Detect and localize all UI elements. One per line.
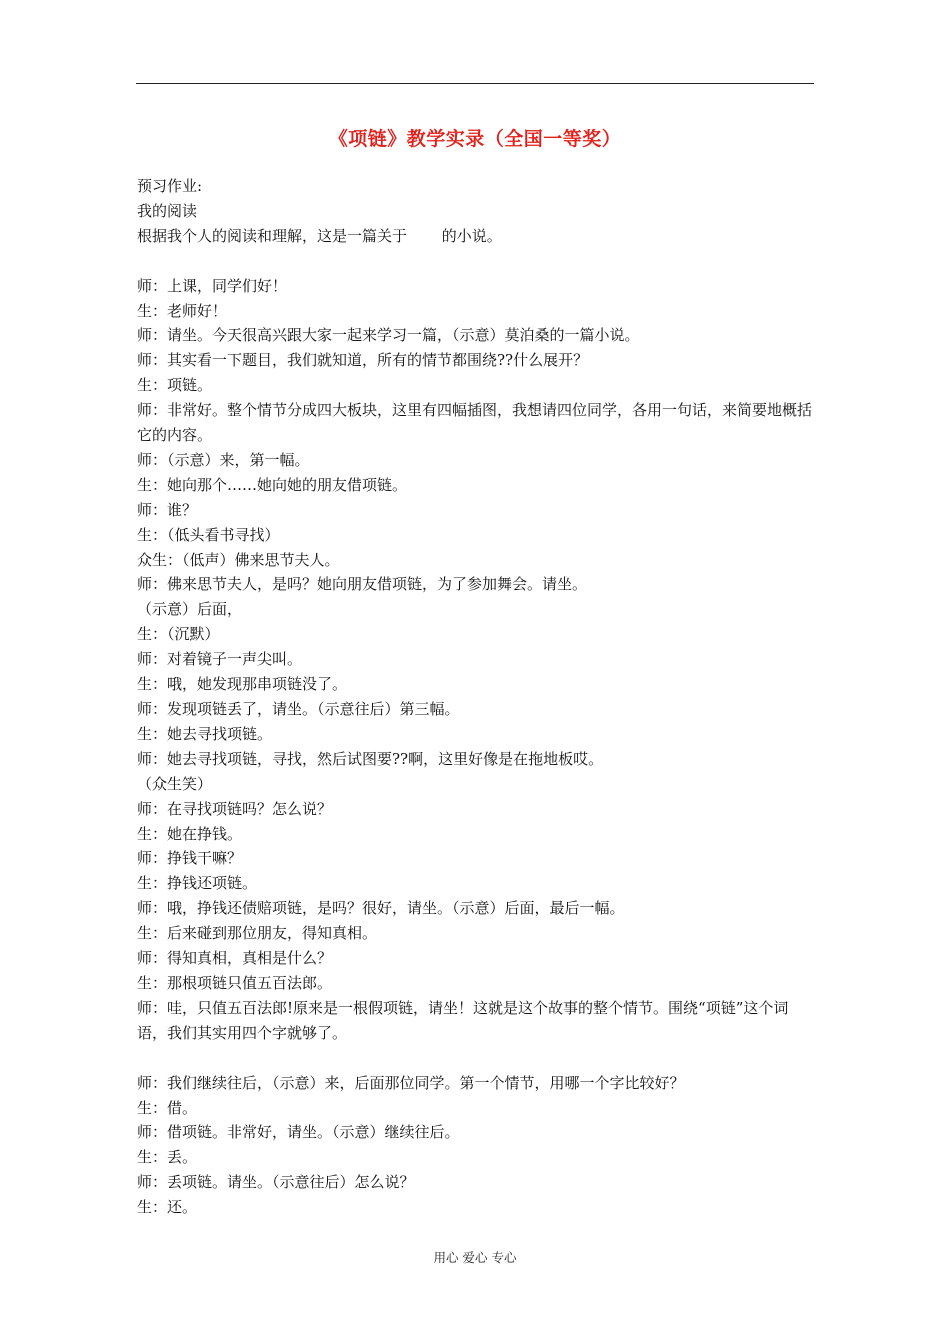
- blank-line: [137, 1046, 817, 1071]
- text-line: 师：她去寻找项链，寻找，然后试图要??啊，这里好像是在拖地板哎。: [137, 749, 604, 768]
- document-body: [137, 174, 817, 1220]
- text-line: 师：上课，同学们好！: [137, 276, 288, 295]
- page-footer: 用心 爱心 专心: [433, 1250, 517, 1265]
- text-line: 生：借。: [137, 1098, 198, 1117]
- text-line: 生：老师好！: [137, 301, 228, 320]
- text-line: 生：那根项链只值五百法郎。: [137, 973, 333, 992]
- text-line: 师：丢项链。请坐。（示意往后）怎么说？: [137, 1173, 415, 1192]
- text-line: 预习作业:: [137, 177, 203, 195]
- text-line: 生：哦，她发现那串项链没了。: [137, 675, 348, 694]
- text-line: 师：请坐。今天很高兴跟大家一起来学习一篇，（示意）莫泊桑的一篇小说。: [137, 326, 640, 345]
- text-line: 师：谁？: [137, 500, 198, 519]
- text-line: 师：我们继续往后，（示意）来，后面那位同学。第一个情节，用哪一个字比较好？: [137, 1073, 685, 1092]
- text-line: 师：哦，挣钱还债赔项链，是吗？很好，请坐。（示意）后面，最后一幅。: [137, 899, 625, 918]
- text-line: 我的阅读: [137, 201, 198, 220]
- text-line: 师：非常好。整个情节分成四大板块，这里有四幅插图，我想请四位同学，各用一句话，来简要地概括它的内容。: [137, 401, 813, 445]
- text-line: 师：得知真相，真相是什么？: [137, 949, 333, 968]
- text-line: 众生：（低声）佛来思节夫人。: [137, 550, 340, 569]
- text-line: （示意）后面，: [137, 600, 243, 619]
- text-line: 生：还。: [137, 1198, 198, 1217]
- text-line: 生：项链。: [137, 376, 213, 395]
- text-line: 师：挣钱干嘛？: [137, 849, 243, 868]
- text-line: 生：她在挣钱。: [137, 824, 243, 843]
- text-line: 生：丢。: [137, 1148, 198, 1167]
- text-line: 师：其实看一下题目，我们就知道，所有的情节都围绕??什么展开？: [137, 351, 589, 370]
- text-line: 生：挣钱还项链。: [137, 874, 258, 893]
- text-line: 师：借项链。非常好，请坐。（示意）继续往后。: [137, 1123, 460, 1142]
- text-line: 生：（低头看书寻找）: [137, 525, 280, 544]
- text-line: 师：在寻找项链吗？怎么说？: [137, 799, 333, 818]
- text-line: 师：佛来思节夫人，是吗？她向朋友借项链，为了参加舞会。请坐。: [137, 575, 588, 594]
- text-line: 师：（示意）来，第一幅。: [137, 450, 310, 469]
- text-line: 生：她向那个……她向她的朋友借项链。: [137, 475, 408, 494]
- text-line: 师：哇，只值五百法郎!原来是一根假项链，请坐！这就是这个故事的整个情节。围绕“项链”这个词语，我们其实用四个字就够了。: [137, 998, 789, 1042]
- text-line: 师：对着镜子一声尖叫。: [137, 650, 303, 669]
- text-line: 生：她去寻找项链。: [137, 724, 273, 743]
- text-line: 根据我个人的阅读和理解，这是一篇关于 的小说。: [137, 226, 502, 245]
- header-rule: [136, 83, 814, 84]
- text-line: 生：后来碰到那位朋友，得知真相。: [137, 924, 378, 943]
- text-line: 生：（沉默）: [137, 625, 220, 644]
- blank-line: [137, 249, 817, 274]
- text-line: （众生笑）: [137, 774, 213, 793]
- text-line: 师：发现项链丢了，请坐。（示意往后）第三幅。: [137, 700, 460, 719]
- document-title: 《项链》教学实录（全国一等奖）: [328, 128, 622, 150]
